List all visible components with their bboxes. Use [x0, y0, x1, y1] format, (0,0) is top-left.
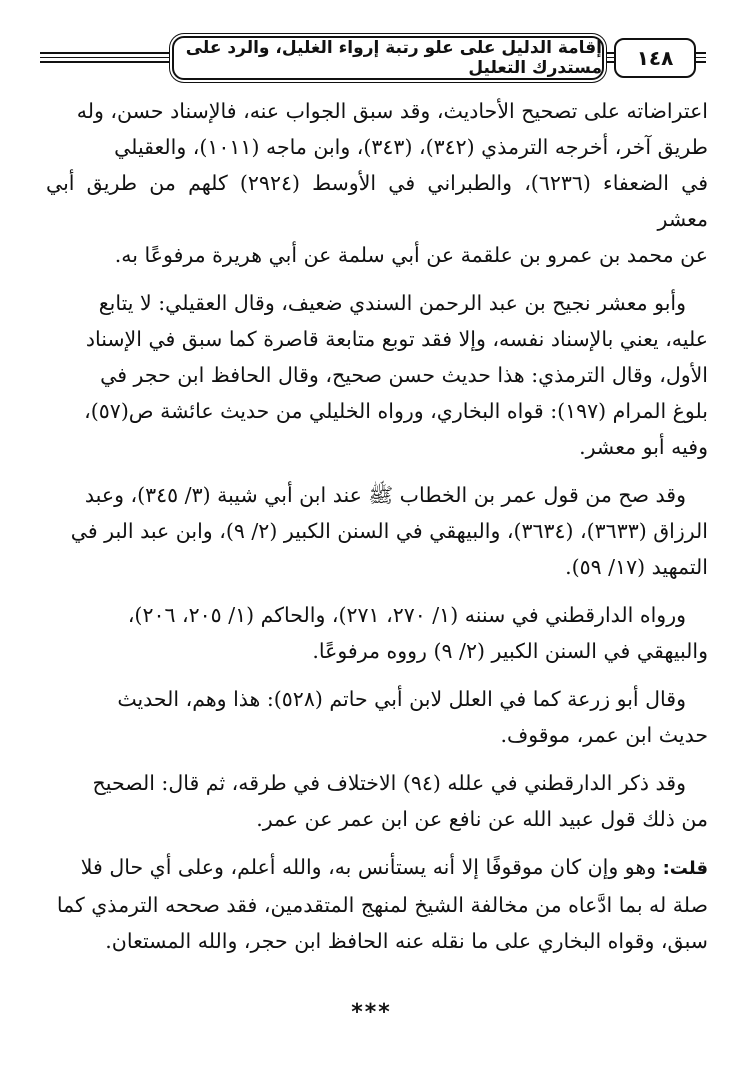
- text-line: وقد صح من قول عمر بن الخطاب ﷺ عند ابن أبي شيبة (٣/ ٣٤٥)، وعبد: [84, 483, 686, 507]
- paragraph-7: [46, 849, 708, 959]
- page-body: [46, 93, 708, 971]
- text-line: وقد ذكر الدارقطني في علله (٩٤) الاختلاف في طرقه، ثم قال: الصحيح: [92, 771, 686, 795]
- text-line: عن محمد بن عمرو بن علقمة عن أبي سلمة عن أبي هريرة مرفوعًا به.: [114, 243, 708, 267]
- paragraph-1: [46, 93, 708, 273]
- text-line: الرزاق (٣٦٣٣)، (٣٦٣٤)، والبيهقي في السنن الكبير (٢/ ٩)، وابن عبد البر في: [70, 519, 708, 543]
- running-title: إقامة الدليل على علو رتبة إرواء الغليل، والرد على مستدرك التعليل: [172, 36, 604, 80]
- text-line: وأبو معشر نجيح بن عبد الرحمن السندي ضعيف، وقال العقيلي: لا يتابع: [98, 291, 686, 315]
- text-line: في الضعفاء (٦٢٣٦)، والطبراني في الأوسط (٢٩٢٤) كلهم من طريق أبي معشر: [46, 171, 708, 231]
- text-line: ورواه الدارقطني في سننه (١/ ٢٧٠، ٢٧١)، والحاكم (١/ ٢٠٥، ٢٠٦)،: [127, 603, 686, 627]
- text-line: حديث ابن عمر، موقوف.: [500, 723, 708, 747]
- text-line: من ذلك قول عبيد الله عن نافع عن ابن عمر عن عمر.: [256, 807, 708, 831]
- text-span: وهو وإن كان موقوفًا إلا أنه يستأنس به، والله أعلم، وعلى أي حال فلا: [80, 855, 657, 879]
- qult-label: قلت:: [662, 858, 708, 879]
- text-line: التمهيد (١٧/ ٥٩).: [565, 555, 708, 579]
- paragraph-4: [46, 597, 708, 669]
- text-line: الأول، وقال الترمذي: هذا حديث حسن صحيح، وقال الحافظ ابن حجر في: [100, 363, 708, 387]
- paragraph-6: [46, 765, 708, 837]
- text-line: طريق آخر، أخرجه الترمذي (٣٤٢)، (٣٤٣)، وابن ماجه (١٠١١)، والعقيلي: [114, 135, 708, 159]
- header-rule-left-bottom: [40, 61, 176, 63]
- text-line: اعتراضاته على تصحيح الأحاديث، وقد سبق الجواب عنه، فالإسناد حسن، وله: [76, 99, 708, 123]
- text-line: وقال أبو زرعة كما في العلل لابن أبي حاتم (٥٢٨): هذا وهم، الحديث: [117, 687, 686, 711]
- page-header: [40, 30, 706, 84]
- text-line: بلوغ المرام (١٩٧): قواه البخاري، ورواه الخليلي من حديث عائشة ص(٥٧)،: [84, 399, 708, 423]
- header-rule-left-thin: [40, 57, 176, 58]
- text-line: [46, 849, 708, 887]
- text-line: صلة له بما ادَّعاه من مخالفة الشيخ لمنهج المتقدمين، فقد صححه الترمذي كما: [56, 893, 708, 917]
- text-line: سبق، وقواه البخاري على ما نقله عنه الحافظ ابن حجر، والله المستعان.: [105, 929, 708, 953]
- text-line: عليه، يعني بالإسناد نفسه، وإلا فقد توبع متابعة قاصرة كما سبق في الإسناد: [85, 327, 708, 351]
- paragraph-2: [46, 285, 708, 465]
- text-line: والبيهقي في السنن الكبير (٢/ ٩) رووه مرفوعًا.: [312, 639, 708, 663]
- paragraph-3: [46, 477, 708, 585]
- text-line: وفيه أبو معشر.: [579, 435, 708, 459]
- paragraph-5: [46, 681, 708, 753]
- header-rule-left: [40, 52, 176, 54]
- page-number: ١٤٨: [614, 38, 696, 78]
- section-separator: ***: [351, 1000, 392, 1025]
